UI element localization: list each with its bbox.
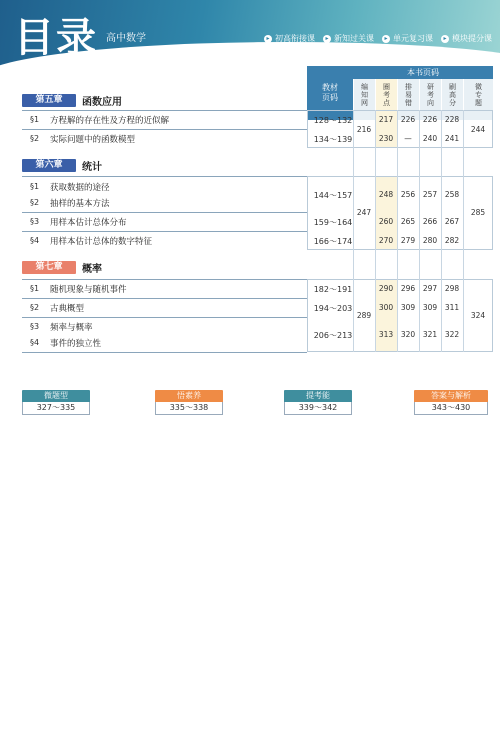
col-label: 研考向 <box>427 83 434 107</box>
page-cell[interactable]: 226 <box>400 115 416 124</box>
page-cell[interactable]: 309 <box>400 303 416 312</box>
page-cell[interactable]: 279 <box>400 236 416 245</box>
page-cell[interactable]: 256 <box>400 190 416 199</box>
column-divider <box>419 110 420 352</box>
nav-label: 单元复习课 <box>393 34 433 43</box>
page-cell[interactable]: — <box>404 134 412 143</box>
nav-label: 模块提分课 <box>452 34 492 43</box>
chapter-tag: 第五章 <box>22 94 76 107</box>
subject-label: 高中数学 <box>106 33 146 44</box>
page-cell[interactable]: 321 <box>422 330 438 339</box>
header-nav <box>264 33 492 44</box>
column-divider <box>397 110 398 352</box>
textbook-pages: 128～132 <box>313 116 353 125</box>
column-divider <box>353 110 354 352</box>
link-range: 327～335 <box>22 402 90 415</box>
section-title: 获取数据的途径 <box>50 183 110 193</box>
page-cell[interactable]: 257 <box>422 190 438 199</box>
section-title: 用样本估计总体分布 <box>50 218 127 228</box>
page-cell[interactable]: 258 <box>444 190 460 199</box>
chapter-name: 函数应用 <box>82 97 122 108</box>
page-cell[interactable]: 226 <box>422 115 438 124</box>
page-cell[interactable]: 241 <box>444 134 460 143</box>
section-title: 实际问题中的函数模型 <box>50 135 136 145</box>
bottom-link-daan[interactable] <box>414 390 488 416</box>
page-cell[interactable]: 309 <box>422 303 438 312</box>
section-title: 用样本估计总体的数字特征 <box>50 237 153 247</box>
section-title: 古典概型 <box>50 304 85 314</box>
page-cell[interactable]: 217 <box>378 115 394 124</box>
section-title: 随机现象与随机事件 <box>50 285 127 295</box>
nav-item-3[interactable] <box>382 33 433 44</box>
link-label: 微题型 <box>22 390 90 402</box>
page-cell[interactable]: 320 <box>400 330 416 339</box>
nav-label: 初高衔接课 <box>275 34 315 43</box>
page-cell[interactable]: 265 <box>400 217 416 226</box>
textbook-pages: 194～203 <box>313 304 353 313</box>
section-number: §3 <box>30 322 40 331</box>
bianzhiwang-page[interactable]: 289 <box>356 311 372 320</box>
textbook-pages: 182～191 <box>313 285 353 294</box>
section-number: §2 <box>30 303 40 312</box>
chapter-tag: 第七章 <box>22 261 76 274</box>
section-number: §2 <box>30 134 40 143</box>
col-label: 微专题 <box>475 83 482 107</box>
textbook-pages-label: 教材页码 <box>322 83 338 102</box>
column-divider <box>441 110 442 352</box>
section-title: 方程解的存在性及方程的近似解 <box>50 116 170 126</box>
bianzhiwang-page[interactable]: 216 <box>356 125 372 134</box>
link-label: 答案与解析 <box>414 390 488 402</box>
page-cell[interactable]: 270 <box>378 236 394 245</box>
section-number: §2 <box>30 198 40 207</box>
section-number: §1 <box>30 284 40 293</box>
section-number: §1 <box>30 182 40 191</box>
nav-item-2[interactable] <box>323 33 374 44</box>
chapter-heading-7[interactable] <box>22 260 102 275</box>
section-title: 抽样的基本方法 <box>50 199 110 209</box>
chapter-heading-5[interactable] <box>22 93 122 108</box>
page-cell[interactable]: 240 <box>422 134 438 143</box>
textbook-pages: 166～174 <box>313 237 353 246</box>
bottom-link-tikaoneng[interactable] <box>284 390 352 416</box>
divider <box>22 176 307 177</box>
page-cell[interactable]: 311 <box>444 303 460 312</box>
page-cell[interactable]: 298 <box>444 284 460 293</box>
page-cell[interactable]: 296 <box>400 284 416 293</box>
bottom-link-wusuyang[interactable] <box>155 390 223 416</box>
textbook-pages: 144～157 <box>313 191 353 200</box>
page-cell[interactable]: 230 <box>378 134 394 143</box>
nav-item-1[interactable] <box>264 33 315 44</box>
page-cell[interactable]: 313 <box>378 330 394 339</box>
column-divider <box>463 110 464 352</box>
arrow-icon: ▸ <box>382 35 390 43</box>
column-divider <box>375 110 376 352</box>
page-cell[interactable]: 280 <box>422 236 438 245</box>
arrow-icon: ▸ <box>264 35 272 43</box>
chapter-tag: 第六章 <box>22 159 76 172</box>
page-cell[interactable]: 267 <box>444 217 460 226</box>
bianzhiwang-page[interactable]: 247 <box>356 208 372 217</box>
arrow-icon: ▸ <box>323 35 331 43</box>
page-cell[interactable]: 228 <box>444 115 460 124</box>
weizhuanti-page[interactable]: 324 <box>470 311 486 320</box>
weizhuanti-page[interactable]: 285 <box>470 208 486 217</box>
textbook-pages: 206～213 <box>313 331 353 340</box>
book-pages-header: 本书页码 <box>353 66 493 79</box>
col-label: 刷高分 <box>449 83 456 107</box>
section-number: §3 <box>30 217 40 226</box>
nav-label: 新知过关课 <box>334 34 374 43</box>
page-title: 目录 <box>14 15 98 61</box>
arrow-icon: ▸ <box>441 35 449 43</box>
col-label: 编知网 <box>361 83 368 107</box>
bottom-link-weitixing[interactable] <box>22 390 90 416</box>
link-label: 提考能 <box>284 390 352 402</box>
page-cell[interactable]: 297 <box>422 284 438 293</box>
page-cell[interactable]: 290 <box>378 284 394 293</box>
textbook-pages: 134～139 <box>313 135 353 144</box>
weizhuanti-page[interactable]: 244 <box>470 125 486 134</box>
section-title: 事件的独立性 <box>50 339 102 349</box>
nav-item-4[interactable] <box>441 33 492 44</box>
link-range: 343～430 <box>414 402 488 415</box>
divider <box>22 352 307 353</box>
page-cell[interactable]: 282 <box>444 236 460 245</box>
link-range: 339～342 <box>284 402 352 415</box>
page-cell[interactable]: 266 <box>422 217 438 226</box>
section-title: 频率与概率 <box>50 323 93 333</box>
section-number: §4 <box>30 236 40 245</box>
col-label: 排易错 <box>405 83 412 107</box>
col-label: 圈考点 <box>383 83 390 107</box>
link-range: 335～338 <box>155 402 223 415</box>
section-number: §4 <box>30 338 40 347</box>
page-cell[interactable]: 260 <box>378 217 394 226</box>
section-number: §1 <box>30 115 40 124</box>
chapter-name: 概率 <box>82 264 102 275</box>
page-header <box>0 0 500 72</box>
page-cell[interactable]: 322 <box>444 330 460 339</box>
page-cell[interactable]: 300 <box>378 303 394 312</box>
chapter-heading-6[interactable] <box>22 158 102 173</box>
page-cell[interactable]: 248 <box>378 190 394 199</box>
textbook-pages: 159～164 <box>313 218 353 227</box>
link-label: 悟素养 <box>155 390 223 402</box>
chapter-name: 统计 <box>82 162 102 173</box>
